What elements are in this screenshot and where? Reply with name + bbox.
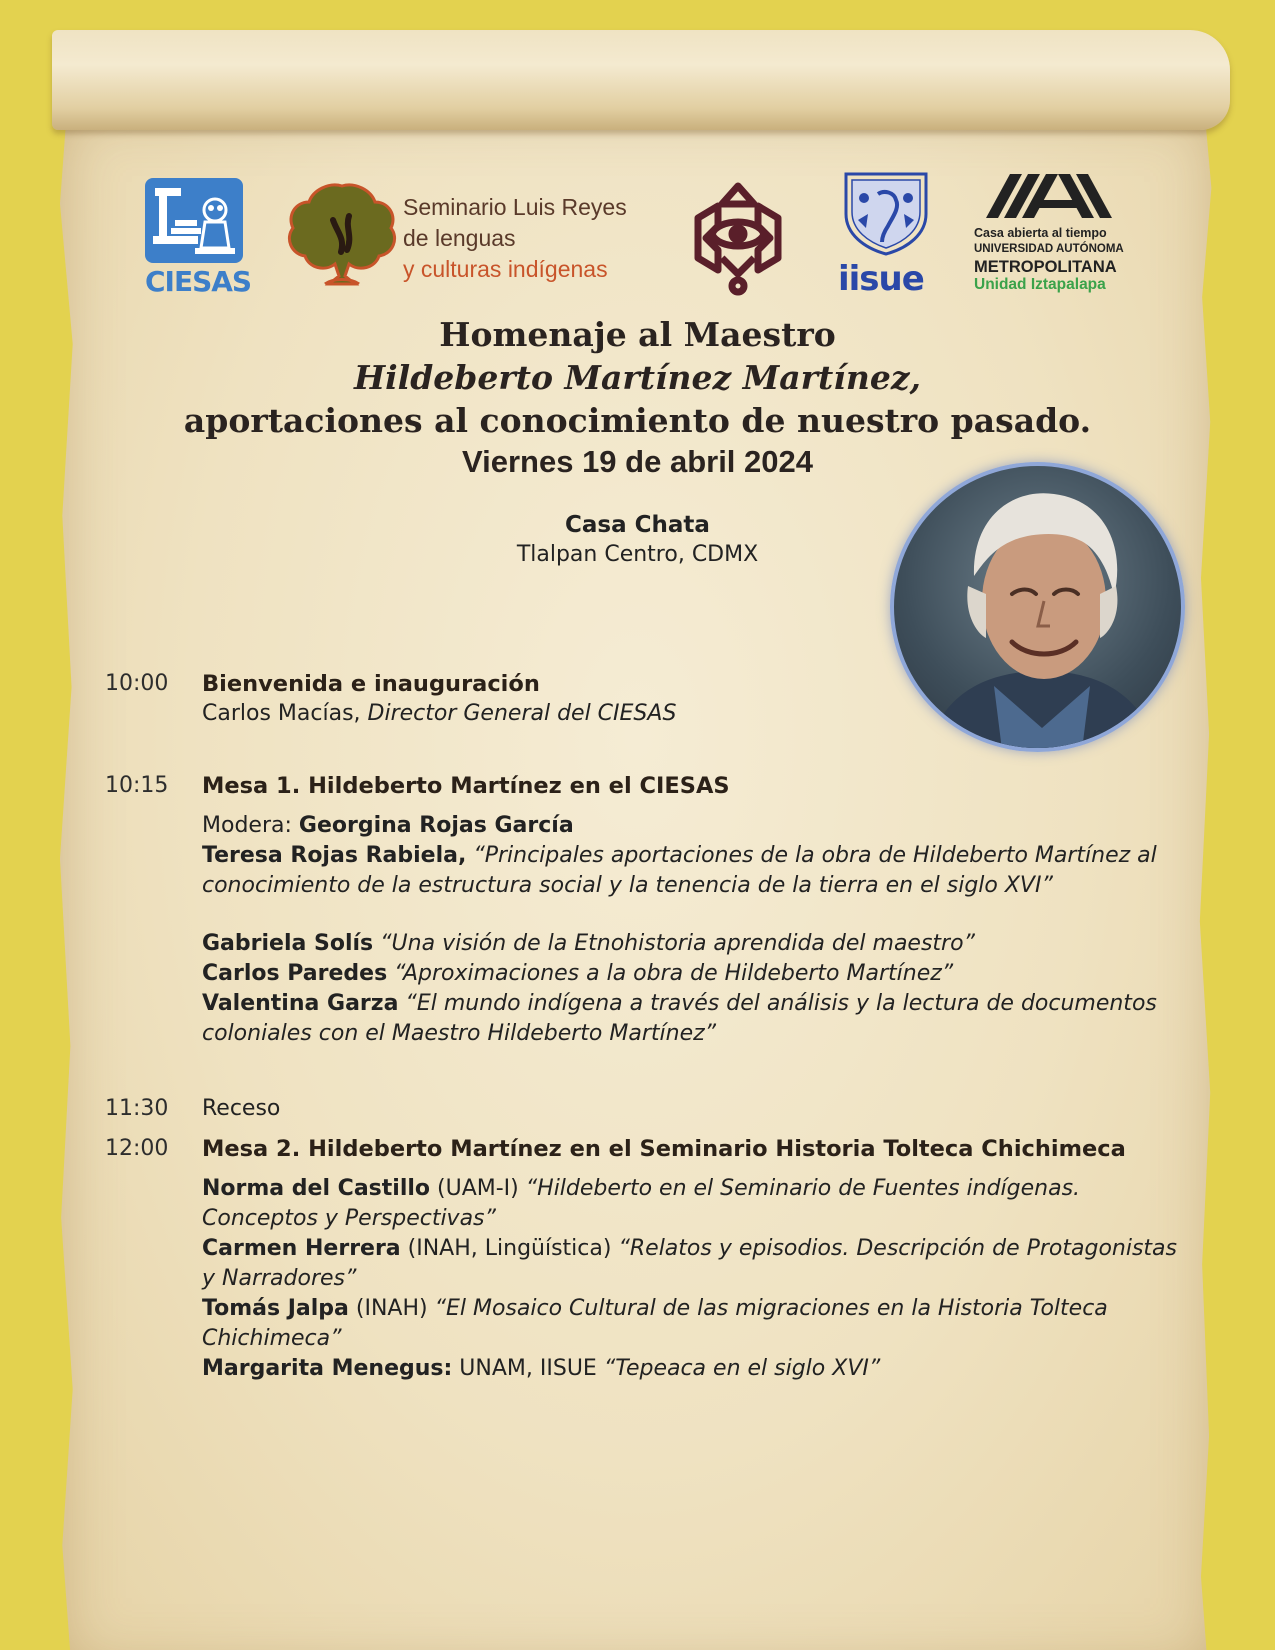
talk-speaker: Gabriela Solís	[202, 931, 374, 956]
seminario-wordmark	[403, 192, 627, 285]
talk-speaker: Margarita Menegus:	[202, 1356, 453, 1381]
ciesas-logo	[145, 178, 252, 298]
uam-unit: Unidad Iztapalapa	[974, 276, 1106, 293]
talk-speaker: Tomás Jalpa	[202, 1296, 349, 1321]
talk-item	[202, 959, 1195, 989]
iisue-wordmark: iisue	[838, 259, 924, 299]
unam-shield-icon	[838, 168, 934, 256]
talk-title: “El Mosaico Cultural de las migraciones en la Historia Tolteca Chichimeca”	[202, 1296, 1108, 1351]
uam-line-2: UNIVERSIDAD AUTÓNOMA	[974, 243, 1124, 255]
talk-title: “El mundo indígena a través del análisis y la lectura de documentos coloniales con el Maestro Hildeberto Martínez”	[202, 991, 1157, 1046]
seminario-line-2: de lenguas	[403, 225, 516, 251]
talk-item	[202, 1354, 1195, 1384]
unam-iisue-logo	[838, 168, 934, 299]
uam-line-3: METROPOLITANA	[974, 258, 1117, 276]
talk-speaker: Carlos Paredes	[202, 961, 388, 986]
talk-affiliation: (UAM-I)	[437, 1176, 519, 1201]
moderator-label: Modera:	[202, 813, 292, 838]
opening-title: Bienvenida e inauguración	[202, 671, 540, 697]
seminario-line-1: Seminario Luis Reyes	[403, 194, 627, 220]
ciesas-emblem-icon	[145, 178, 243, 263]
program-mesa-1	[105, 771, 1195, 1049]
mesa1-moderator-line	[202, 811, 1195, 841]
talk-title: “Hildeberto en el Seminario de Fuentes indígenas. Conceptos y Perspectivas”	[202, 1176, 1081, 1231]
talk-affiliation: UNAM, IISUE	[459, 1356, 597, 1381]
talk-item	[202, 1234, 1195, 1294]
venue-name: Casa Chata	[565, 512, 710, 538]
talk-affiliation: (INAH)	[355, 1296, 428, 1321]
talk-speaker: Norma del Castillo	[202, 1176, 431, 1201]
talk-item	[202, 1294, 1195, 1354]
mesa1-time: 10:15	[105, 773, 169, 798]
moderator-name: Georgina Rojas García	[298, 813, 574, 838]
event-title	[0, 313, 1275, 482]
talk-title: “Una visión de la Etnohistoria aprendida del maestro”	[380, 931, 975, 956]
seminario-line-3: y culturas indígenas	[403, 256, 608, 282]
talk-title: “Tepeaca en el siglo XVI”	[603, 1356, 881, 1381]
talk-title: “Relatos y episodios. Descripción de Protagonistas y Narradores”	[202, 1236, 1177, 1291]
talk-speaker: Valentina Garza	[202, 991, 399, 1016]
uam-emblem-icon	[974, 170, 1124, 220]
talk-title: “Aproximaciones a la obra de Hildeberto Martínez”	[394, 961, 954, 986]
aztec-glyph-logo	[678, 178, 798, 303]
break-time: 11:30	[105, 1096, 169, 1121]
talk-speaker: Teresa Rojas Rabiela,	[202, 843, 467, 868]
mesa2-time: 12:00	[105, 1136, 169, 1161]
uam-logo	[974, 170, 1134, 293]
opening-speaker-role: Director General del CIESAS	[367, 701, 677, 726]
talk-item	[202, 1174, 1195, 1234]
talk-item	[202, 929, 1195, 959]
tree-icon	[285, 180, 400, 290]
program-break	[105, 1094, 1195, 1124]
title-line-1: Homenaje al Maestro	[439, 315, 836, 354]
break-label: Receso	[202, 1096, 281, 1121]
program-opening	[105, 669, 1195, 729]
aztec-glyph-icon	[678, 178, 798, 298]
ciesas-wordmark: CIESAS	[145, 265, 252, 298]
mesa2-title: Mesa 2. Hildeberto Martínez en el Seminario Historia Tolteca Chichimeca	[202, 1136, 1126, 1162]
sponsor-logos	[0, 168, 1275, 298]
uam-tagline: Casa abierta al tiempo	[974, 226, 1107, 240]
title-honoree-name: Hildeberto Martínez Martínez,	[353, 358, 922, 397]
opening-speaker: Carlos Macías,	[202, 701, 361, 726]
title-line-3: aportaciones al conocimiento de nuestro pasado.	[183, 401, 1092, 440]
talk-item	[202, 841, 1195, 901]
program-mesa-2	[105, 1134, 1195, 1384]
opening-time: 10:00	[105, 671, 169, 696]
event-date: Viernes 19 de abril 2024	[462, 444, 813, 479]
mesa1-title: Mesa 1. Hildeberto Martínez en el CIESAS	[202, 773, 730, 799]
talk-affiliation: (INAH, Lingüística)	[407, 1236, 612, 1261]
venue-location: Tlalpan Centro, CDMX	[516, 542, 759, 567]
talk-title: “Principales aportaciones de la obra de Hildeberto Martínez al conocimiento de la estructura social y la tenencia de la tierra en el siglo XVI”	[202, 843, 1157, 898]
parchment-top-roll	[52, 30, 1230, 130]
opening-speaker-line	[202, 699, 1195, 729]
talk-speaker: Carmen Herrera	[202, 1236, 401, 1261]
talk-item	[202, 989, 1195, 1049]
